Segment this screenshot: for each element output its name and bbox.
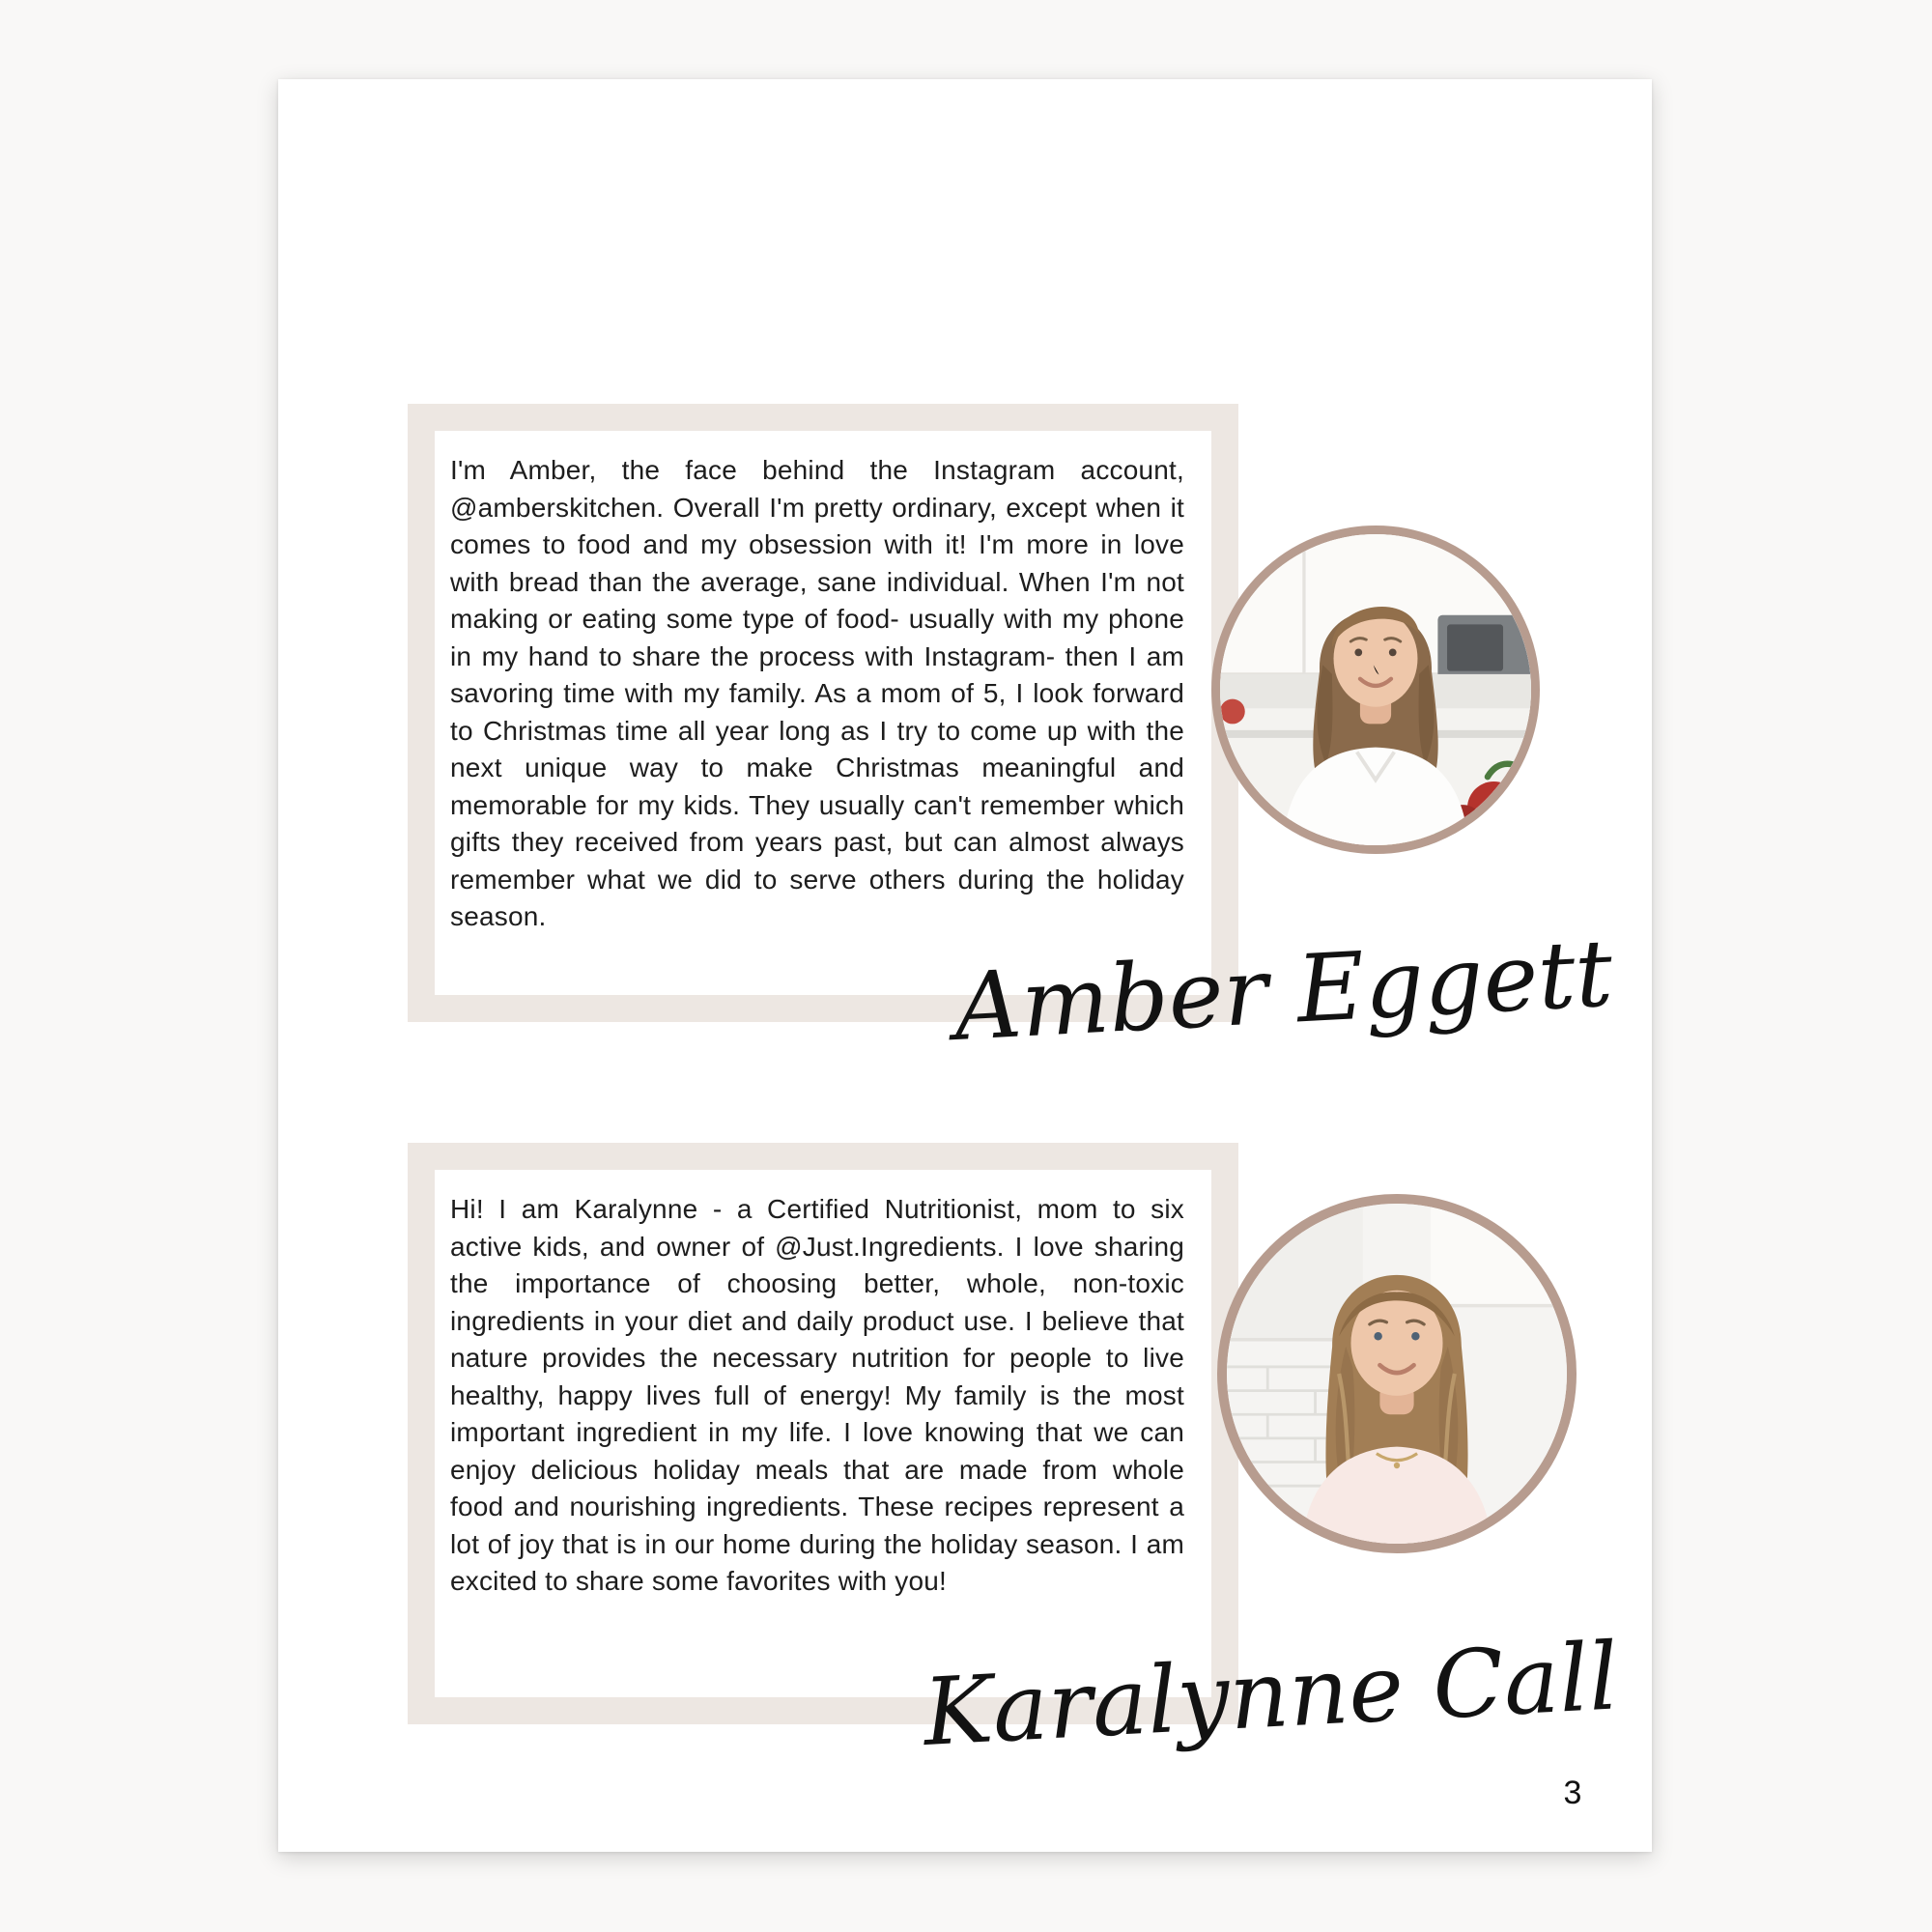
document-page — [278, 79, 1652, 1852]
amber-bio-textbox — [435, 431, 1211, 995]
amber-signature: Amber Eggett — [952, 919, 1615, 1062]
karalynne-signature: Karalynne Call — [921, 1622, 1622, 1767]
page-number: 3 — [1563, 1775, 1582, 1811]
amber-photo — [1211, 526, 1540, 854]
karalynne-bio-textbox — [435, 1170, 1211, 1697]
amber-portrait-illustration — [1220, 534, 1531, 845]
amber-bio-text: I'm Amber, the face behind the Instagram account, @amberskitchen. Overall I'm pretty ordinary, except when it comes to food and my obsession with it! I'm more in love with bread than the average, sane individual. When I'm not making or eating some type of food- usually with my phone in my hand to share the process with Instagram- then I am savoring time with my family. As a mom of 5, I look forward to Christmas time all year long as I try to come up with the next unique way to make Christmas meaningful and memorable for my kids. They usually can't remember which gifts they received from years past, but can almost always remember what we did to serve others during the holiday season. — [450, 455, 1184, 931]
karalynne-portrait-illustration — [1227, 1204, 1567, 1544]
karalynne-photo — [1217, 1194, 1577, 1553]
amber-bio-frame — [408, 404, 1238, 1022]
karalynne-bio-frame — [408, 1143, 1238, 1724]
karalynne-bio-text: Hi! I am Karalynne - a Certified Nutritionist, mom to six active kids, and owner of @Just.Ingredients. I love sharing the importance of choosing better, whole, non-toxic ingredients in your diet and daily product use. I believe that nature provides the necessary nutrition for people to live healthy, happy lives full of energy! My family is the most important ingredient in my life. I love knowing that we can enjoy delicious holiday meals that are made from whole food and nourishing ingredients. These recipes represent a lot of joy that is in our home during the holiday season. I am excited to share some favorites with you! — [450, 1194, 1184, 1596]
